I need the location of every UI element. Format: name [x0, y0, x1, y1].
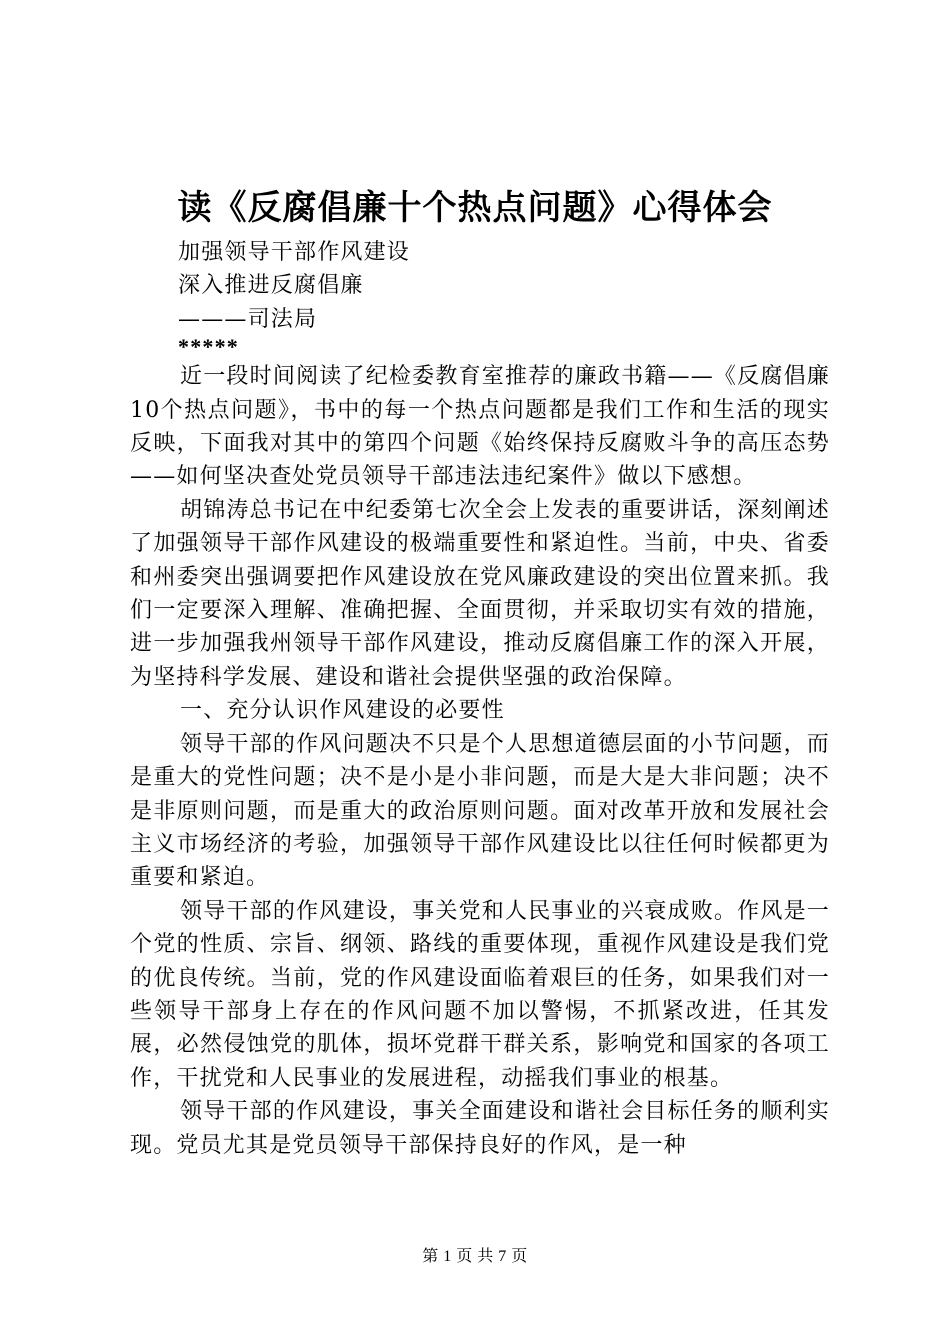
section-heading: 一、充分认识作风建设的必要性	[180, 698, 505, 724]
intro-paragraph-1: 近一段时间阅读了纪检委教育室推荐的廉政书籍——《反腐倡廉10个热点问题》，书中的每一个热点问题都是我们工作和生活的现实反映，下面我对其中的第四个问题《始终保持反腐败斗争的高压态势——如何坚决查处党员领导干部违法违纪案件》做以下感想。	[130, 364, 830, 490]
subtitle-line-2: 深入推进反腐倡廉	[178, 273, 364, 299]
subtitle-line-1: 加强领导干部作风建设	[178, 240, 411, 265]
author-line: ———司法局	[178, 306, 318, 332]
page-footer: 第 1 页 共 7 页	[422, 1248, 528, 1265]
intro-paragraph-2: 胡锦涛总书记在中纪委第七次全会上发表的重要讲话，深刻阐述了加强领导干部作风建设的极端重要性和紧迫性。当前，中央、省委和州委突出强调要把作风建设放在党风廉政建设的突出位置来抓。我们一定要深入理解、准确把握、全面贯彻，并采取切实有效的措施，进一步加强我州领导干部作风建设，推动反腐倡廉工作的深入开展，为坚持科学发展、建设和谐社会提供坚强的政治保障。	[130, 497, 830, 690]
stars-separator: *****	[178, 334, 239, 360]
section-paragraph-2: 领导干部的作风建设，事关党和人民事业的兴衰成败。作风是一个党的性质、宗旨、纲领、路线的重要体现，重视作风建设是我们党的优良传统。当前，党的作风建设面临着艰巨的任务，如果我们对一些领导干部身上存在的作风问题不加以警惕，不抓紧改进，任其发展，必然侵蚀党的肌体，损坏党群干群关系，影响党和国家的各项工作，干扰党和人民事业的发展进程，动摇我们事业的根基。	[130, 898, 830, 1091]
section-paragraph-1: 领导干部的作风问题决不只是个人思想道德层面的小节问题，而是重大的党性问题；决不是小是小非问题，而是大是大非问题；决不是非原则问题，而是重大的政治原则问题。面对改革开放和发展社会主义市场经济的考验，加强领导干部作风建设比以往任何时候都更为重要和紧迫。	[130, 731, 830, 891]
document-body	[130, 236, 830, 1162]
section-paragraph-3: 领导干部的作风建设，事关全面建设和谐社会目标任务的顺利实现。党员尤其是党员领导干部保持良好的作风，是一种	[130, 1099, 830, 1158]
document-title: 读《反腐倡廉十个热点问题》心得体会	[177, 188, 773, 228]
